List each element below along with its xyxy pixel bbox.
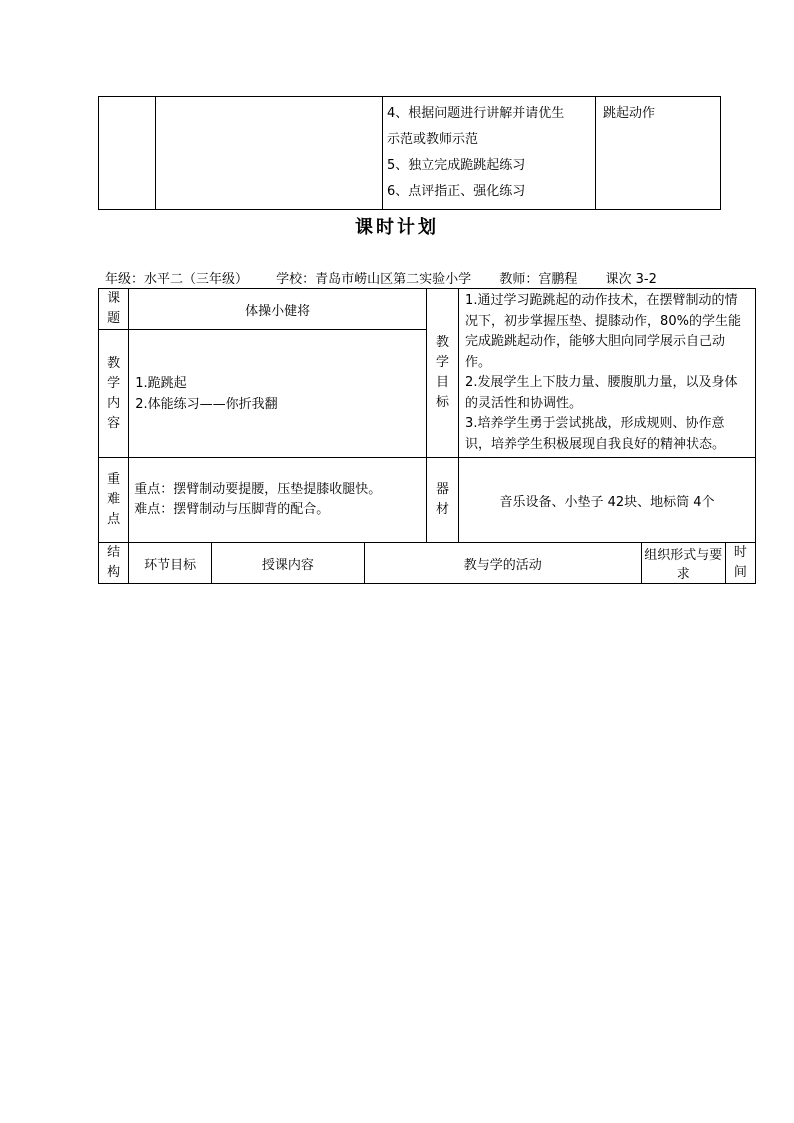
lesson-content-header: 授课内容	[212, 543, 365, 584]
continuation-table	[98, 96, 721, 210]
key-points: 重点：摆臂制动要提腰，压垫提膝收腿快。 难点：摆臂制动与压脚背的配合。	[129, 458, 427, 543]
page-title: 课时计划	[355, 217, 439, 238]
content-label: 教 学 内 容	[99, 330, 129, 458]
equipment-label: 器 材	[426, 458, 458, 543]
lesson-plan-table	[98, 288, 756, 584]
teaching-steps-cell	[383, 97, 596, 210]
activities-header: 教与学的活动	[364, 543, 641, 584]
organization-cell: 跳起动作	[596, 97, 721, 210]
key-points-label: 重 难 点	[99, 458, 129, 543]
organization-header: 组织形式与要求	[641, 543, 725, 584]
topic-value: 体操小健将	[129, 289, 427, 330]
time-header: 时 间	[725, 543, 755, 584]
content-item: 2.体能练习——你折我翻	[135, 396, 278, 412]
empty-cell-content	[156, 97, 383, 210]
step-line: 4、根据问题进行讲解并请优生	[387, 106, 565, 121]
topic-label: 课 题	[99, 289, 129, 330]
empty-cell-structure	[99, 97, 156, 210]
content-item: 1.跪跳起	[135, 375, 187, 391]
teacher-text: 教师：宫鹏程	[499, 272, 578, 287]
teaching-content	[129, 330, 427, 458]
step-line: 6、点评指正、强化练习	[387, 184, 526, 199]
course-number: 课次 3-2	[605, 272, 657, 287]
step-line: 5、独立完成跪跳起练习	[387, 158, 526, 173]
goals-label: 教 学 目 标	[426, 289, 458, 458]
stage-goal-header: 环节目标	[129, 543, 212, 584]
teaching-goals: 1.通过学习跪跳起的动作技术，在摆臂制动的情况下，初步掌握压垫、提膝动作，80%的学生能完成跪跳起动作，能够大胆向同学展示自己动作。 2.发展学生上下肢力量、腰腹肌力量，以及身体的灵活性和协调性。 3.培养学生勇于尝试挑战，形成规则、协作意识，培养学生积极展现自我良好的精神状态。	[459, 289, 756, 458]
structure-header: 结 构	[99, 543, 129, 584]
equipment-value: 音乐设备、小垫子 42块、地标筒 4个	[459, 458, 756, 543]
info-line	[105, 268, 657, 287]
step-line: 示范或教师示范	[387, 132, 479, 147]
school-text: 学校：青岛市崂山区第二实验小学	[276, 272, 472, 287]
grade-text: 年级：水平二（三年级）	[105, 272, 249, 287]
